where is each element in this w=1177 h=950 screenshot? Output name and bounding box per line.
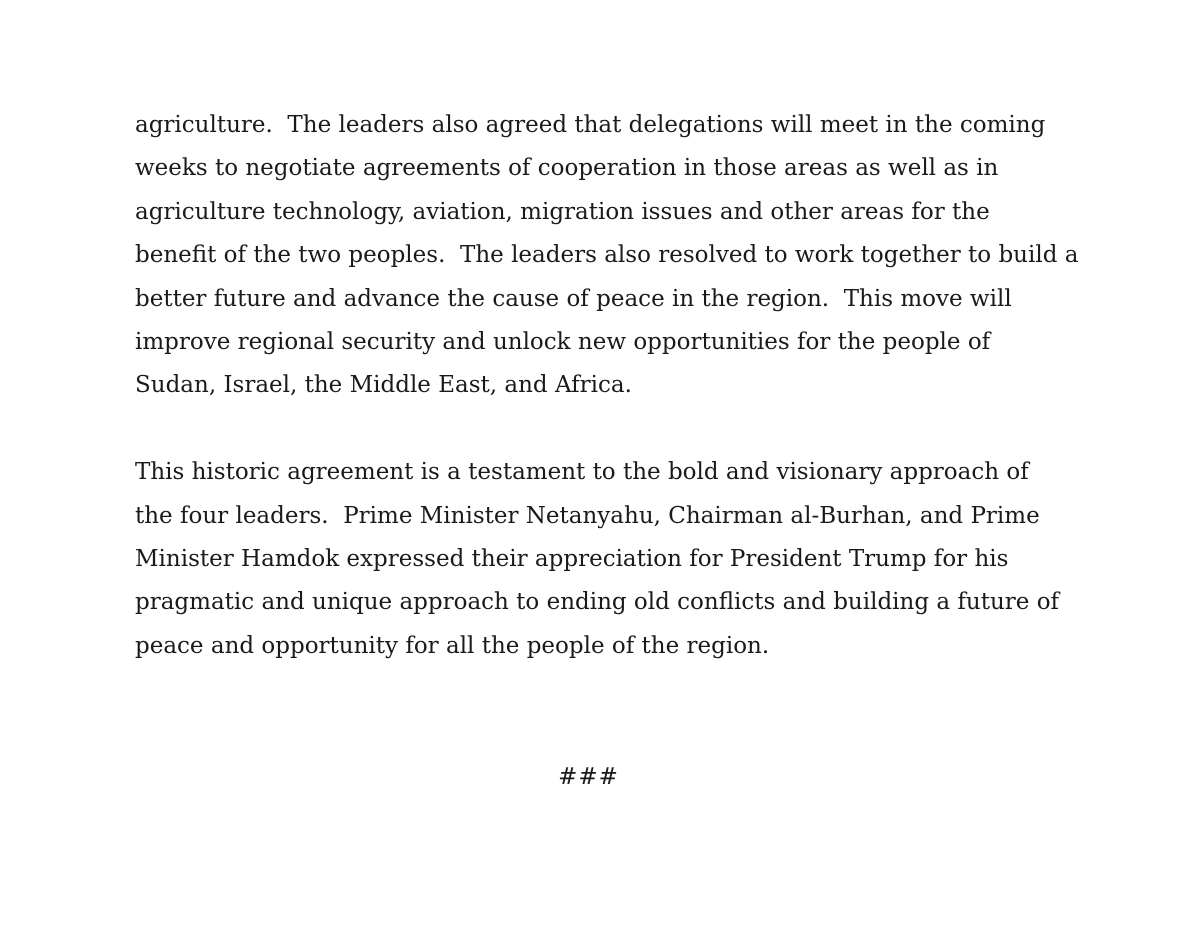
paragraph-line: agriculture. The leaders also agreed that delegations will meet in the coming xyxy=(135,112,1046,138)
paragraph-line: weeks to negotiate agreements of cooperation in those areas as well as in xyxy=(135,155,999,182)
paragraph-spacer xyxy=(135,408,1055,451)
paragraph-2 xyxy=(135,451,1060,668)
paragraph-line: This historic agreement is a testament to the bold and visionary approach of xyxy=(135,459,1029,486)
paragraph-line: the four leaders. Prime Minister Netanyahu, Chairman al-Burhan, and Prime xyxy=(135,502,1040,529)
paragraph-line: agriculture technology, aviation, migration issues and other areas for the xyxy=(135,198,990,225)
paragraph-line: better future and advance the cause of peace in the region. This move will xyxy=(135,285,1012,312)
paragraph-line: Sudan, Israel, the Middle East, and Africa. xyxy=(135,372,632,399)
paragraph-line: pragmatic and unique approach to ending old conflicts and building a future of xyxy=(135,589,1060,616)
end-of-release-mark: ### xyxy=(558,764,619,790)
document-body xyxy=(135,104,1079,668)
paragraph-1 xyxy=(135,104,1079,408)
paragraph-line: Minister Hamdok expressed their appreciation for President Trump for his xyxy=(135,546,1009,573)
paragraph-line: benefit of the two peoples. The leaders also resolved to work together to build a xyxy=(135,242,1079,269)
paragraph-line: peace and opportunity for all the people of the region. xyxy=(135,632,770,659)
paragraph-line: improve regional security and unlock new opportunities for the people of xyxy=(135,329,991,356)
